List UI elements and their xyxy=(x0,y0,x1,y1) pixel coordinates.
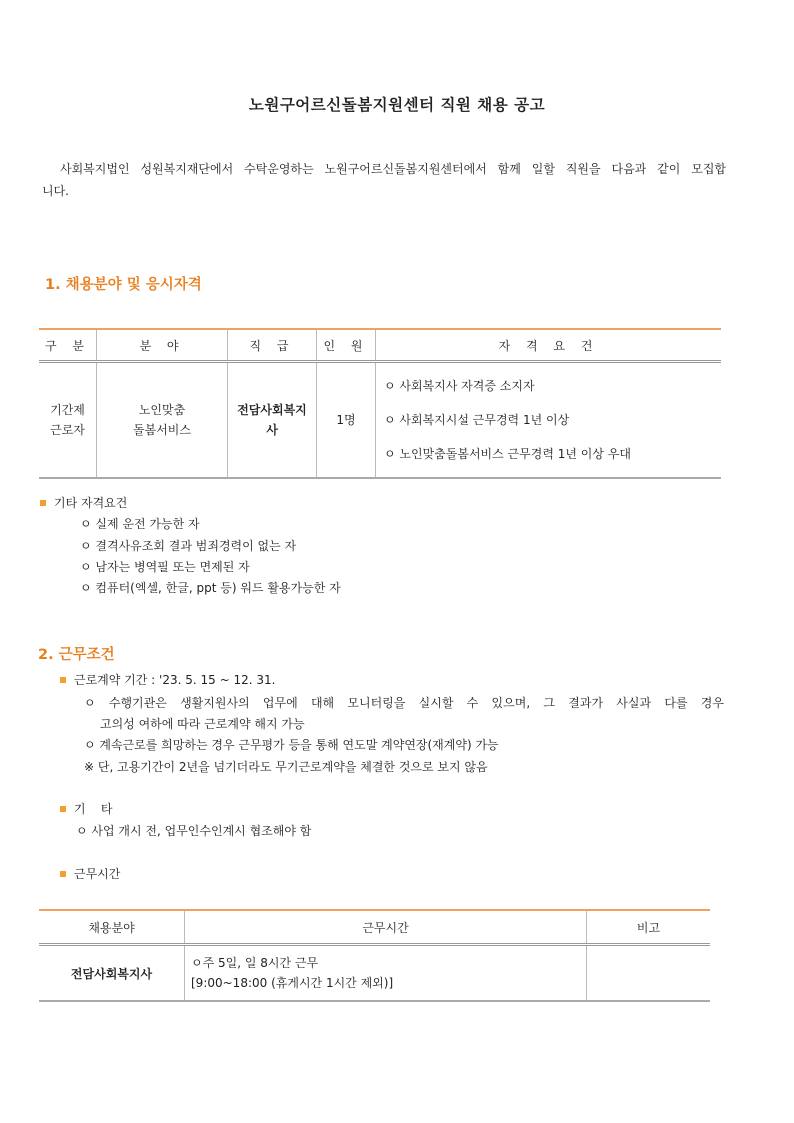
other-qualifications-title xyxy=(40,494,127,511)
other-qualifications-label: 기타 자격요건 xyxy=(54,496,128,510)
table-header-row xyxy=(39,910,710,945)
etc-item: ㅇ 사업 개시 전, 업무인수인계시 협조해야 함 xyxy=(76,824,312,838)
intro-paragraph: 사회복지법인 성원복지재단에서 수탁운영하는 노원구어르신돌봄지원센터에서 함께 일할 직원을 다음과 같이 모집합니다. xyxy=(42,162,726,198)
header-qualifications: 자 격 요 건 xyxy=(376,329,722,362)
qualification-item: ㅇ 노인맞춤돌봄서비스 근무경력 1년 이상 우대 xyxy=(384,447,631,461)
header-field: 채용분야 xyxy=(39,910,185,945)
category-line2: 근로자 xyxy=(50,423,85,437)
cell-grade xyxy=(228,362,317,479)
grade-line2: 사 xyxy=(266,423,278,437)
cell-qualifications xyxy=(376,362,722,479)
section1-heading: 1. 채용분야 및 응시자격 xyxy=(45,277,202,293)
work-hours-title xyxy=(60,865,120,882)
contract-period-title xyxy=(60,671,275,688)
work-hours-table xyxy=(39,909,710,1002)
header-grade: 직 급 xyxy=(228,329,317,362)
category-line1: 기간제 xyxy=(50,403,85,417)
qualification-table xyxy=(39,328,721,479)
field-line1: 노인맞춤 xyxy=(138,403,186,417)
cell-field: 전담사회복지사 xyxy=(39,945,185,1002)
contract-item: ㅇ 계속근로를 희망하는 경우 근무평가 등을 통해 연도말 계약연장(재계약) 가능 xyxy=(84,738,499,752)
contract-period-label: 근로계약 기간 : '23. 5. 15 ~ 12. 31. xyxy=(74,673,276,687)
hours-line1: ㅇ주 5일, 일 8시간 근무 xyxy=(191,956,319,970)
cell-field xyxy=(97,362,228,479)
cell-category xyxy=(39,362,97,479)
bullet-square-icon xyxy=(60,806,66,812)
hours-line2: [9:00~18:00 (휴게시간 1시간 제외)] xyxy=(191,976,394,990)
list-item: ㅇ 남자는 병역필 또는 면제된 자 xyxy=(80,560,250,574)
grade-line1: 전담사회복지 xyxy=(237,403,307,417)
qualification-item: ㅇ 사회복지사 자격증 소지자 xyxy=(384,379,535,393)
bullet-square-icon xyxy=(60,677,66,683)
cell-hours xyxy=(185,945,587,1002)
contract-item-line: 고의성 여하에 따라 근로계약 해지 가능 xyxy=(100,717,305,731)
list-item: ㅇ 컴퓨터(엑셀, 한글, ppt 등) 워드 활용가능한 자 xyxy=(80,581,341,595)
bullet-square-icon xyxy=(40,500,46,506)
table-header-row xyxy=(39,329,721,362)
section2-heading: 2. 근무조건 xyxy=(38,647,115,663)
header-category: 구 분 xyxy=(39,329,97,362)
qualification-item: ㅇ 사회복지시설 근무경력 1년 이상 xyxy=(384,413,570,427)
contract-item-line: ㅇ 수행기관은 생활지원사의 업무에 대해 모니터링을 실시할 수 있으며, 그 결과가 사실과 다를 경우 xyxy=(84,696,724,710)
header-field: 분 야 xyxy=(97,329,228,362)
header-count: 인 원 xyxy=(317,329,376,362)
cell-count: 1명 xyxy=(317,362,376,479)
table-row xyxy=(39,362,721,479)
contract-note: ※ 단, 고용기간이 2년을 넘기더라도 무기근로계약을 체결한 것으로 보지 않음 xyxy=(84,760,488,774)
work-hours-label: 근무시간 xyxy=(74,867,121,881)
list-item: ㅇ 결격사유조회 결과 범죄경력이 없는 자 xyxy=(80,539,297,553)
field-line2: 돌봄서비스 xyxy=(133,423,191,437)
list-item: ㅇ 실제 운전 가능한 자 xyxy=(80,517,200,531)
page-title: 노원구어르신돌봄지원센터 직원 채용 공고 xyxy=(248,96,546,114)
header-hours: 근무시간 xyxy=(185,910,587,945)
cell-note xyxy=(587,945,711,1002)
bullet-square-icon xyxy=(60,871,66,877)
etc-label: 기 타 xyxy=(74,802,113,816)
etc-title xyxy=(60,800,112,817)
header-note: 비고 xyxy=(587,910,711,945)
table-row xyxy=(39,945,710,1002)
